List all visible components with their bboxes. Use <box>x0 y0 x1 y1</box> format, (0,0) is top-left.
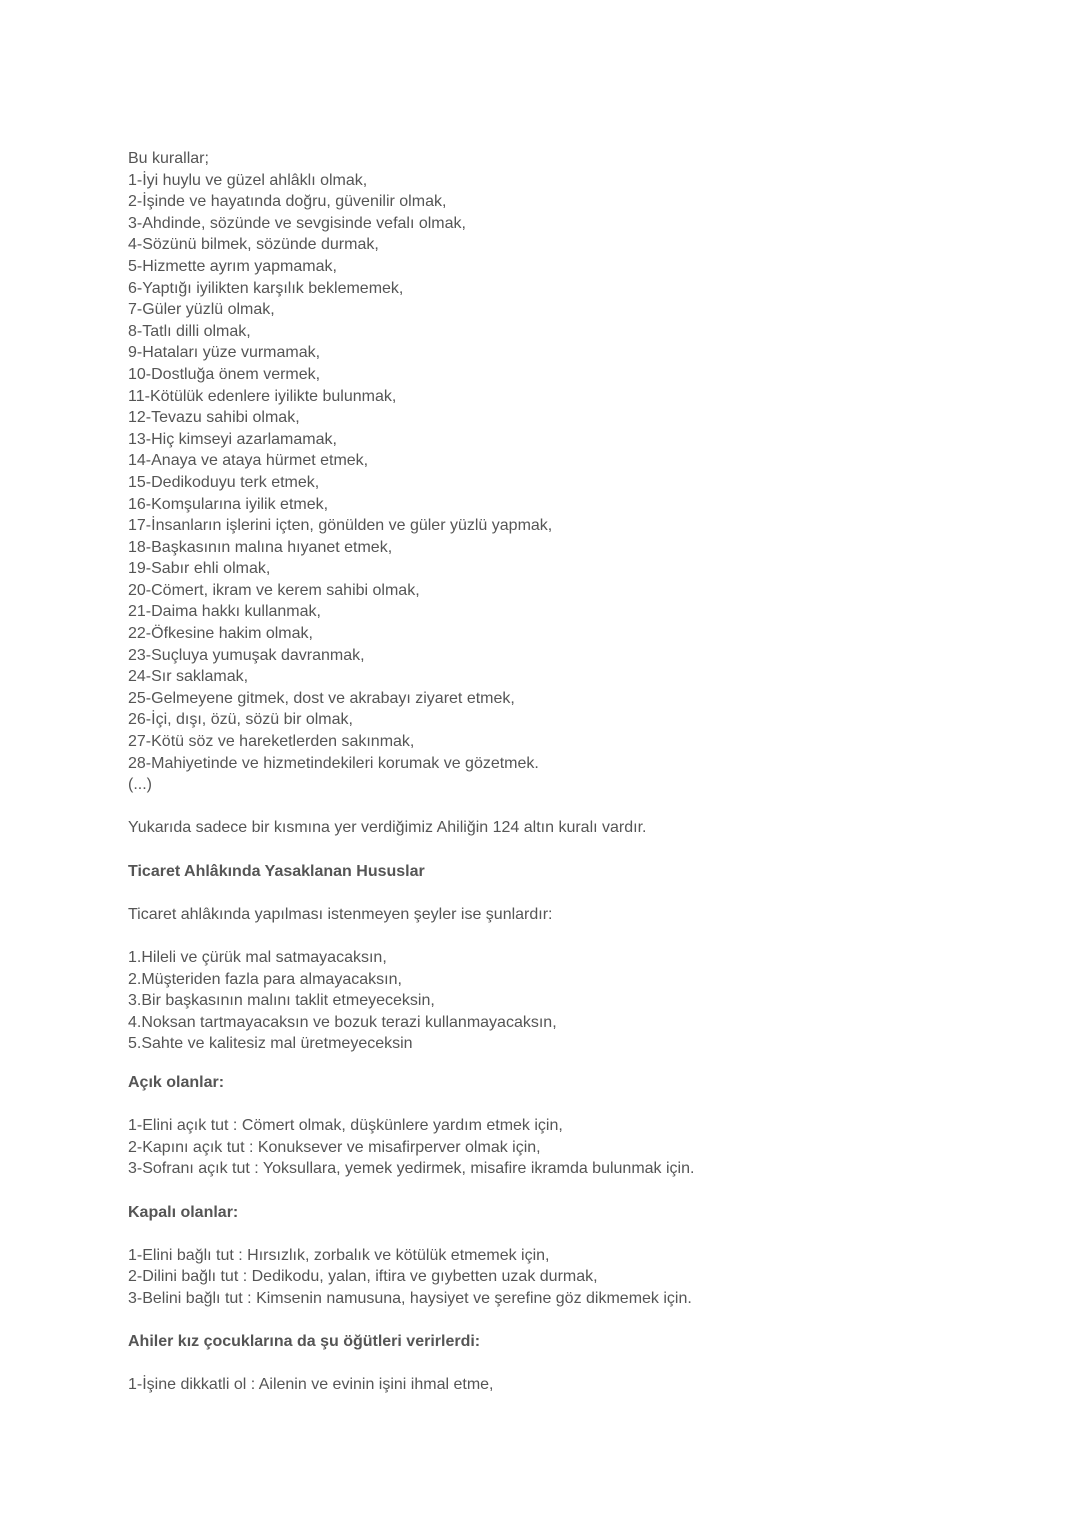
list-item: 4-Sözünü bilmek, sözünde durmak, <box>128 236 379 254</box>
document-body <box>128 148 988 1396</box>
closed-list <box>128 1245 988 1310</box>
list-item: 1.Hileli ve çürük mal satmayacaksın, <box>128 948 387 966</box>
list-item: 22-Öfkesine hakim olmak, <box>128 625 313 643</box>
list-item: 2.Müşteriden fazla para almayacaksın, <box>128 970 402 988</box>
list-item: 14-Anaya ve ataya hürmet etmek, <box>128 452 369 470</box>
list-item: 9-Hataları yüze vurmamak, <box>128 344 321 362</box>
list-item: 27-Kötü söz ve hareketlerden sakınmak, <box>128 733 415 751</box>
list-item: 10-Dostluğa önem vermek, <box>128 365 321 383</box>
list-item: 2-Dilini bağlı tut : Dedikodu, yalan, iftira ve gıybetten uzak durmak, <box>128 1268 598 1286</box>
list-item: 1-İşine dikkatli ol : Ailenin ve evinin işini ihmal etme, <box>128 1376 494 1394</box>
list-item: 20-Cömert, ikram ve kerem sahibi olmak, <box>128 581 420 599</box>
list-item: 11-Kötülük edenlere iyilikte bulunmak, <box>128 387 397 405</box>
list-item: 24-Sır saklamak, <box>128 668 249 686</box>
list-item: 5.Sahte ve kalitesiz mal üretmeyeceksin <box>128 1035 413 1053</box>
closed-heading: Kapalı olanlar: <box>128 1203 239 1221</box>
list-ellipsis: (...) <box>128 776 152 794</box>
open-heading: Açık olanlar: <box>128 1073 225 1091</box>
list-item: 15-Dedikoduyu terk etmek, <box>128 473 320 491</box>
girls-heading: Ahiler kız çocuklarına da şu öğütleri verirlerdi: <box>128 1333 481 1351</box>
list-item: 5-Hizmette ayrım yapmamak, <box>128 257 337 275</box>
trade-list <box>128 947 988 1055</box>
rules-summary: Yukarıda sadece bir kısmına yer verdiğimiz Ahiliğin 124 altın kuralı vardır. <box>128 819 647 837</box>
list-item: 16-Komşularına iyilik etmek, <box>128 495 329 513</box>
rules-list <box>128 170 988 796</box>
list-item: 21-Daima hakkı kullanmak, <box>128 603 321 621</box>
list-item: 23-Suçluya yumuşak davranmak, <box>128 646 365 664</box>
list-item: 28-Mahiyetinde ve hizmetindekileri korumak ve gözetmek. <box>128 754 539 772</box>
list-item: 3-Belini bağlı tut : Kimsenin namusuna, haysiyet ve şerefine göz dikmemek için. <box>128 1289 692 1307</box>
open-list <box>128 1115 988 1180</box>
list-item: 17-İnsanların işlerini içten, gönülden ve güler yüzlü yapmak, <box>128 517 553 535</box>
list-item: 26-İçi, dışı, özü, sözü bir olmak, <box>128 711 353 729</box>
list-item: 13-Hiç kimseyi azarlamamak, <box>128 430 337 448</box>
trade-heading: Ticaret Ahlâkında Yasaklanan Hususlar <box>128 862 425 880</box>
list-item: 19-Sabır ehli olmak, <box>128 560 271 578</box>
list-item: 8-Tatlı dilli olmak, <box>128 322 251 340</box>
list-item: 25-Gelmeyene gitmek, dost ve akrabayı ziyaret etmek, <box>128 689 515 707</box>
list-item: 7-Güler yüzlü olmak, <box>128 301 275 319</box>
list-item: 12-Tevazu sahibi olmak, <box>128 409 300 427</box>
list-item: 1-Elini açık tut : Cömert olmak, düşkünlere yardım etmek için, <box>128 1117 563 1135</box>
rules-intro: Bu kurallar; <box>128 150 209 167</box>
list-item: 18-Başkasının malına hıyanet etmek, <box>128 538 393 556</box>
list-item: 6-Yaptığı iyilikten karşılık beklememek, <box>128 279 404 297</box>
list-item: 2-İşinde ve hayatında doğru, güvenilir olmak, <box>128 193 447 211</box>
list-item: 3.Bir başkasının malını taklit etmeyeceksin, <box>128 992 435 1010</box>
list-item: 4.Noksan tartmayacaksın ve bozuk terazi kullanmayacaksın, <box>128 1013 557 1031</box>
list-item: 2-Kapını açık tut : Konuksever ve misafirperver olmak için, <box>128 1138 541 1156</box>
trade-intro: Ticaret ahlâkında yapılması istenmeyen şeyler ise şunlardır: <box>128 905 553 923</box>
list-item: 3-Sofranı açık tut : Yoksullara, yemek yedirmek, misafire ikramda bulunmak için. <box>128 1160 695 1178</box>
list-item: 1-Elini bağlı tut : Hırsızlık, zorbalık ve kötülük etmemek için, <box>128 1246 550 1264</box>
list-item: 3-Ahdinde, sözünde ve sevgisinde vefalı olmak, <box>128 214 466 232</box>
list-item: 1-İyi huylu ve güzel ahlâklı olmak, <box>128 171 368 189</box>
girls-list <box>128 1374 988 1396</box>
